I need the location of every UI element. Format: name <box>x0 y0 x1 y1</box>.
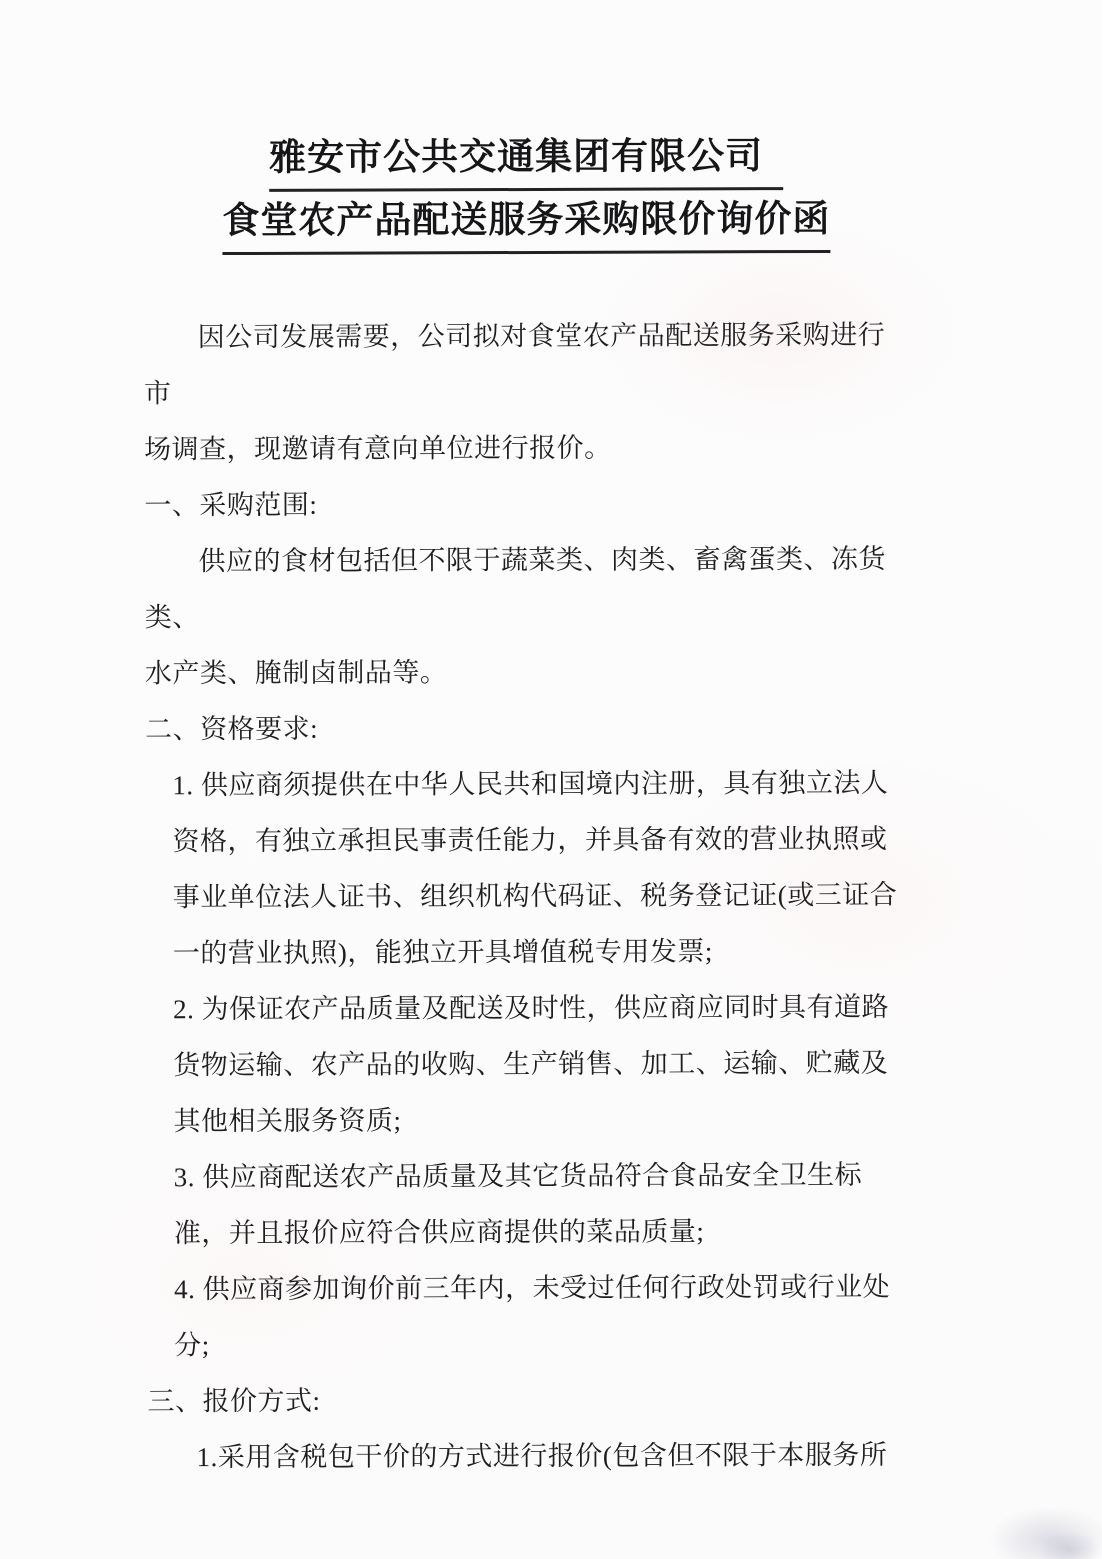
section-3-heading: 三、报价方式: <box>147 1385 321 1417</box>
section-2-heading: 二、资格要求: <box>145 713 319 745</box>
section-1-heading: 一、采购范围: <box>144 489 318 521</box>
document-sheet <box>143 127 914 1486</box>
qualification-item-4: 4. 供应商参加询价前三年内，未受过任何行政处罚或行业处 分; <box>173 1271 891 1361</box>
document-title-line-2 <box>143 190 909 256</box>
pricing-method-item-1: 1.采用含税包干价的方式进行报价(包含但不限于本服务所 <box>196 1439 888 1473</box>
qualification-item-1: 1. 供应商须提供在中华人民共和国境内注册，具有独立法人 资格，有独立承担民事责任能力，并具备有效的营业执照或 事业单位法人证书、组织机构代码证、税务登记证(或三证合 一的营业执照)，能独立开具增值税专用发票; <box>172 767 898 969</box>
document-title <box>143 127 909 256</box>
scan-smudge-artifact-small <box>1030 1525 1102 1559</box>
document-title-line-1-text: 雅安市公共交通集团有限公司 <box>269 127 783 192</box>
qualification-item-2: 2. 为保证农产品质量及配送及时性，供应商应同时具有道路 货物运输、农产品的收购、生产销售、加工、运输、贮藏及 其他相关服务资质; <box>173 991 890 1137</box>
section-1-paragraph: 供应的食材包括但不限于蔬菜类、肉类、畜禽蛋类、冻货类、 水产类、腌制卤制品等。 <box>144 543 887 689</box>
document-title-line-1 <box>143 127 909 193</box>
intro-paragraph: 因公司发展需要，公司拟对食堂农产品配送服务采购进行市 场调查，现邀请有意向单位进行报价。 <box>143 319 886 465</box>
document-title-line-2-text: 食堂农产品配送服务采购限价询价函 <box>222 190 830 255</box>
qualification-item-3: 3. 供应商配送农产品质量及其它货品符合食品安全卫生标 准，并且报价应符合供应商提供的菜品质量; <box>173 1159 863 1249</box>
scan-smudge-artifact <box>975 1480 1102 1559</box>
